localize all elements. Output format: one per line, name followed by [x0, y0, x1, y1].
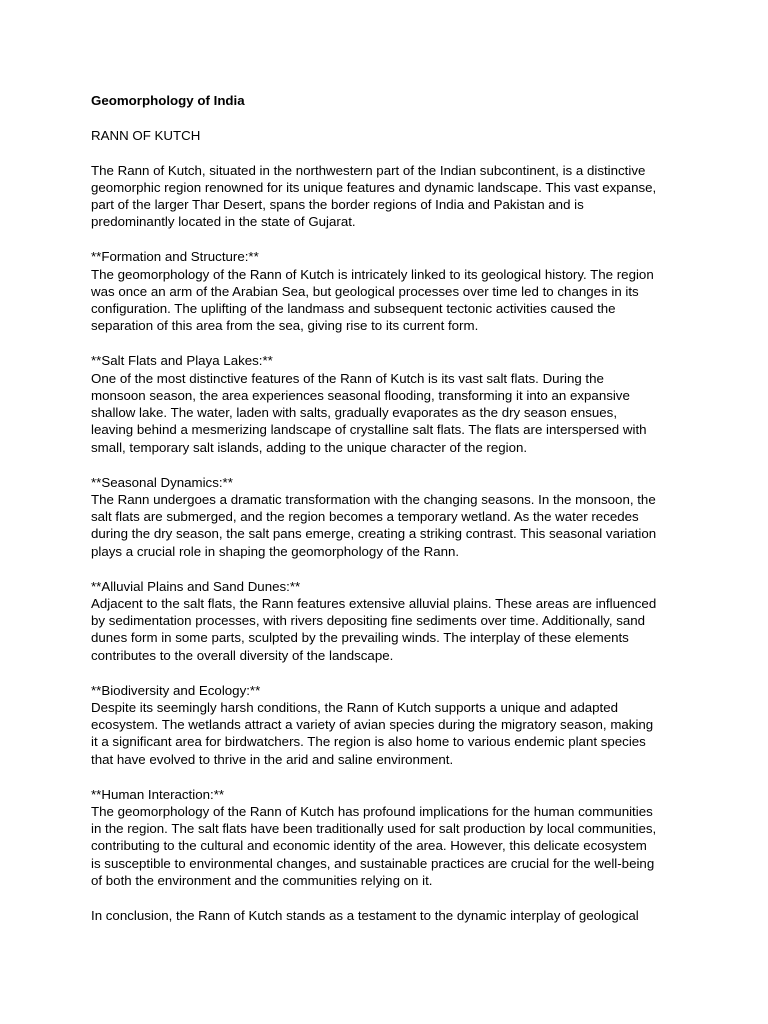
section-alluvial-plains [91, 578, 691, 664]
section-heading: **Seasonal Dynamics:** [91, 474, 233, 490]
section-salt-flats [91, 352, 691, 456]
section-heading: **Biodiversity and Ecology:** [91, 682, 261, 698]
section-seasonal-dynamics [91, 474, 691, 560]
conclusion-paragraph: In conclusion, the Rann of Kutch stands as a testament to the dynamic interplay of geological [91, 907, 639, 923]
section-heading: **Human Interaction:** [91, 786, 225, 802]
section-heading: **Salt Flats and Playa Lakes:** [91, 353, 273, 369]
section-body: The Rann undergoes a dramatic transformation with the changing seasons. In the monsoon, the salt flats are submerged, and the region becomes a temporary wetland. As the water recedes during the dry season, the salt pans emerge, creating a striking contrast. This seasonal variation plays a crucial role in shaping the geomorphology of the Rann. [91, 491, 657, 559]
section-biodiversity [91, 682, 691, 768]
section-formation [91, 248, 691, 334]
section-body: The geomorphology of the Rann of Kutch has profound implications for the human communities in the region. The salt flats have been traditionally used for salt production by local communities, contributing to the cultural and economic identity of the area. However, this delicate ecosystem is susceptible to environmental changes, and sustainable practices are crucial for the well-being of both the environment and the communities relying on it. [91, 803, 657, 888]
document-page [91, 92, 691, 924]
section-human-interaction [91, 786, 691, 890]
section-heading: **Alluvial Plains and Sand Dunes:** [91, 578, 301, 594]
section-body: One of the most distinctive features of the Rann of Kutch is its vast salt flats. During the monsoon season, the area experiences seasonal flooding, transforming it into an expansive shallow lake. The water, laden with salts, gradually evaporates as the dry season ensues, leaving behind a mesmerizing landscape of crystalline salt flats. The flats are interspersed with small, temporary salt islands, adding to the unique character of the region. [91, 370, 647, 455]
section-body: Adjacent to the salt flats, the Rann features extensive alluvial plains. These areas are influenced by sedimentation processes, with rivers depositing fine sediments over time. Additionally, sand dunes form in some parts, sculpted by the prevailing winds. The interplay of these elements contributes to the overall diversity of the landscape. [91, 595, 657, 663]
section-heading: **Formation and Structure:** [91, 249, 259, 265]
intro-paragraph: The Rann of Kutch, situated in the northwestern part of the Indian subcontinent, is a distinctive geomorphic region renowned for its unique features and dynamic landscape. This vast expanse, part of the larger Thar Desert, spans the border regions of India and Pakistan and is predominantly located in the state of Gujarat. [91, 162, 657, 230]
section-body: The geomorphology of the Rann of Kutch is intricately linked to its geological history. The region was once an arm of the Arabian Sea, but geological processes over time led to changes in its configuration. The uplifting of the landmass and subsequent tectonic activities caused the separation of this area from the sea, giving rise to its current form. [91, 266, 654, 334]
document-title: Geomorphology of India [91, 93, 245, 108]
section-body: Despite its seemingly harsh conditions, the Rann of Kutch supports a unique and adapted ecosystem. The wetlands attract a variety of avian species during the migratory season, making it a significant area for birdwatchers. The region is also home to various endemic plant species that have evolved to thrive in the arid and saline environment. [91, 699, 654, 767]
document-subtitle: RANN OF KUTCH [91, 127, 201, 143]
